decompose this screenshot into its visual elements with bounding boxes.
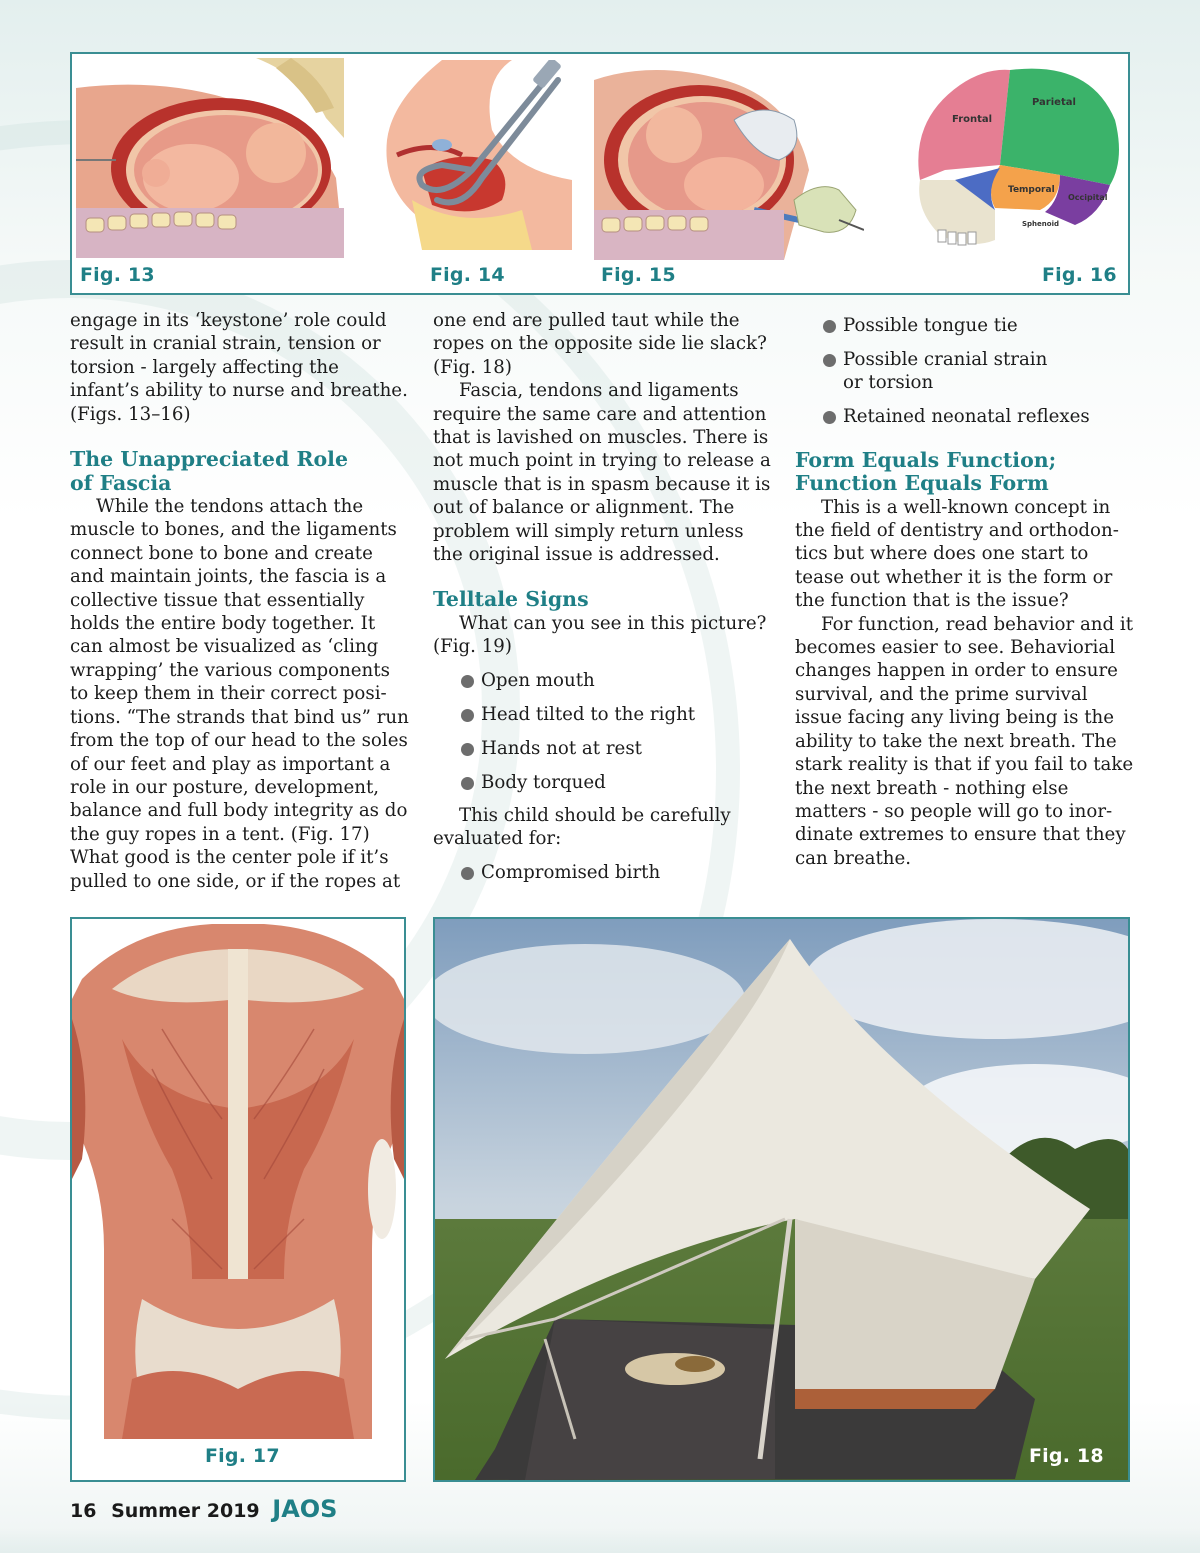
fig-18-label: Fig. 18: [1029, 1445, 1104, 1467]
journal-name: JAOS: [272, 1495, 338, 1523]
list-item: Compromised birth: [459, 861, 773, 884]
fig-17-label: Fig. 17: [205, 1445, 280, 1467]
fig-13-illustration: [76, 58, 344, 258]
col1-heading-line2: of Fascia: [70, 470, 172, 495]
fig-15-label: Fig. 15: [601, 264, 676, 286]
text-column-2: [433, 309, 773, 884]
telltale-signs-list: [459, 669, 773, 794]
col2-paragraph-4: This child should be carefully evaluated for:: [433, 804, 731, 850]
text-column-3: [795, 314, 1135, 870]
list-item: Possible cranial strain or torsion: [821, 348, 1051, 395]
fig-16-label: Fig. 16: [1042, 264, 1117, 286]
col3-paragraph-1: This is a well-known concept in the field of dentistry and orthodon-tics but where does one start to tease out whether it is the form or the function that is the issue?: [795, 496, 1119, 612]
skull-label-frontal: Frontal: [952, 114, 993, 125]
fig-13-label: Fig. 13: [80, 264, 155, 286]
fig-16-illustration: [900, 60, 1128, 256]
list-item: Head tilted to the right: [459, 703, 773, 726]
col3-paragraph-2: For function, read behavior and it becomes easier to see. Behaviorial changes happen in order to ensure survival, and the prime survival issue facing any living being is the ability to take the next breath. The stark reality is that if you fail to take the next breath - nothing else matters - so people will go to inor-dinate extremes to ensure that they can breathe.: [795, 613, 1134, 869]
list-item: Possible tongue tie: [821, 314, 1135, 337]
col2-heading: Telltale Signs: [433, 587, 589, 612]
fig-14-illustration: [382, 60, 572, 250]
list-item: Retained neonatal reflexes: [821, 405, 1135, 428]
col1-heading: [70, 448, 410, 495]
fig-15-illustration: [594, 60, 864, 260]
col3-heading-line2: Function Equals Form: [795, 471, 1049, 496]
skull-label-parietal: Parietal: [1032, 97, 1076, 108]
col3-heading-line1: Form Equals Function;: [795, 447, 1057, 472]
col1-heading-line1: The Unappreciated Role: [70, 447, 348, 472]
col2-paragraph-3: What can you see in this picture? (Fig. 19): [433, 612, 767, 658]
list-item: Open mouth: [459, 669, 773, 692]
skull-label-temporal: Temporal: [1008, 185, 1055, 195]
col1-paragraph-1: engage in its ‘keystone’ role could result in cranial strain, tension or torsion - largely affecting the infant’s ability to nurse and breathe. (Figs. 13–16): [70, 310, 408, 425]
page-number: 16: [70, 1500, 97, 1522]
list-item: Hands not at rest: [459, 737, 773, 760]
skull-label-sphenoid: Sphenoid: [1022, 220, 1059, 228]
col2-paragraph-1: one end are pulled taut while the ropes on the opposite side lie slack? (Fig. 18): [433, 310, 767, 378]
evaluate-list-continued: [821, 314, 1135, 429]
col1-paragraph-2: While the tendons attach the muscle to bones, and the ligaments connect bone to bone and create and maintain joints, the fascia is a collective tissue that essentially holds the entire body together. It can almost be visualized as ‘cling wrapping’ the various components to keep them in their correct posi-tions. “The strands that bind us” run from the top of our head to the soles of our feet and play as important a role in our posture, development, balance and full body integrity as do the guy ropes in a tent. (Fig. 17) What good is the center pole if it’s pulled to one side, or if the ropes at: [70, 496, 409, 892]
bottom-band: [0, 1528, 1200, 1553]
skull-label-occipital: Occipital: [1068, 193, 1108, 202]
issue-date: Summer 2019: [111, 1500, 260, 1522]
col2-paragraph-2: Fascia, tendons and ligaments require the same care and attention that is lavished on muscles. There is not much point in trying to release a muscle that is in spasm because it is out of balance or alignment. The problem will simply return unless the original issue is addressed.: [433, 380, 771, 566]
page-footer: [70, 1495, 337, 1523]
fig-14-label: Fig. 14: [430, 264, 505, 286]
list-item: Body torqued: [459, 771, 773, 794]
fig-18-photo: [433, 917, 1130, 1482]
evaluate-list: [459, 861, 773, 884]
col3-heading: [795, 449, 1135, 496]
fig-17-photo: [70, 917, 406, 1482]
figure-strip: [70, 52, 1130, 295]
text-column-1: [70, 309, 410, 893]
